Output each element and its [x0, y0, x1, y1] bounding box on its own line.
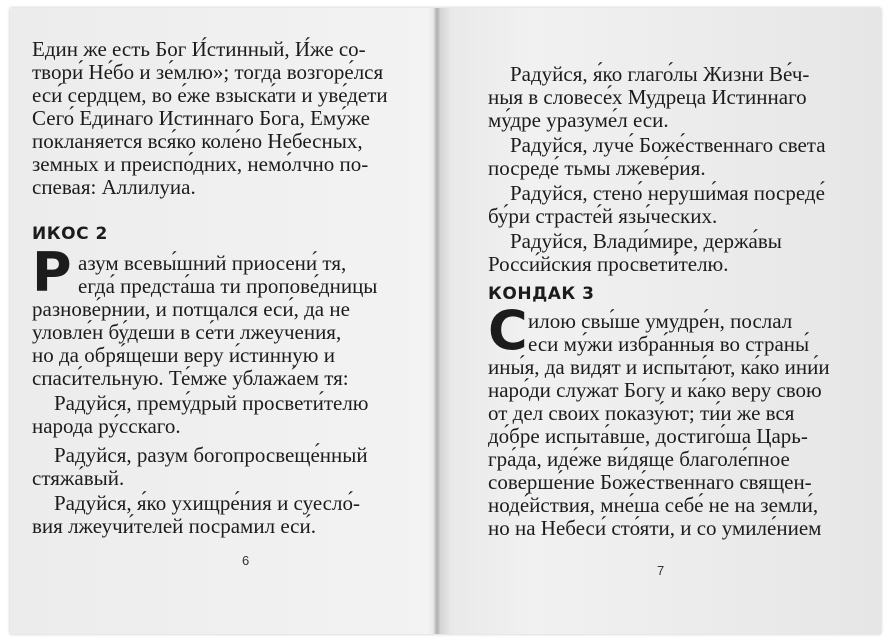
rejoice-paragraph: [488, 134, 861, 180]
page-number: 6: [242, 553, 250, 568]
book-spread: [10, 8, 881, 634]
text-line: посреде́ тьмы лжеве́рия.: [488, 156, 706, 180]
text-line: Радуйся, Влади́мире, держа́вы: [510, 229, 782, 253]
text-line: но да обря́щеши веру и́стинную и: [32, 343, 335, 367]
text-line: спаси́тельную. Те́мже ублажа́ем тя:: [32, 366, 349, 390]
text-line: Радуйся, разум богопросвеще́нный: [54, 443, 368, 467]
text-line: азум всевы́шний приосени́ тя,: [78, 251, 347, 275]
rejoice-paragraph: [32, 444, 415, 490]
text-line: гра́да, иде́же ви́дяще благоле́пное: [488, 447, 790, 471]
left-page: [10, 8, 435, 634]
text-line: земных и преиспо́дних, немо́лчно по-: [32, 152, 369, 176]
text-line: от дел своих показу́ют; ти́и же вся: [488, 401, 795, 425]
rejoice-paragraph: [32, 392, 415, 438]
right-page: [438, 8, 881, 634]
text-line: еси му́жи избра́нныя во страны́: [528, 332, 810, 356]
text-line: Радуйся, я́ко глаго́лы Жизни Ве́ч-: [510, 62, 810, 86]
rejoice-paragraph: [488, 182, 861, 228]
page-number: 7: [657, 563, 665, 578]
text-line: народа ру́сскаго.: [32, 414, 181, 438]
text-line: вия лжеучи́телей посрамил еси́.: [32, 514, 316, 538]
text-line: Сего́ Единаго Истиннаго Бога, Ему́же: [32, 106, 370, 130]
text-line: илою свы́ше умудре́н, послал: [528, 309, 793, 333]
text-line: покланяется вся́ко коле́но Небесных,: [32, 129, 363, 153]
kontakion-heading: КОНДАК 3: [488, 284, 595, 304]
text-line: бу́ри страсте́й язы́ческих.: [488, 204, 718, 228]
text-line: Радуйся, я́ко ухищре́ния и суесло́-: [54, 491, 360, 515]
text-line: уловле́н бу́деши в се́ти лжеучения,: [32, 320, 342, 344]
text-line: твори́ Не́бо и зе́млю»; тогда возгоре́лся: [32, 60, 384, 84]
text-line: Радуйся, стено́ неруши́мая посреде́: [510, 181, 825, 205]
ikos-paragraph: [32, 252, 415, 390]
text-line: наро́ди служат Богу и ка́ко веру свою: [488, 378, 822, 402]
text-line: но на Небеси́ сто́яти, и со умиле́нием: [488, 516, 822, 540]
text-line: егда́ предста́ша ти пропове́дницы: [78, 274, 378, 298]
text-line: спевая: Аллилуиа.: [32, 175, 196, 199]
text-line: стяжа́вый.: [32, 466, 125, 490]
rejoice-paragraph: [32, 492, 415, 538]
text-line: му́дре уразуме́л еси.: [488, 108, 669, 132]
rejoice-paragraph: [488, 230, 861, 276]
text-line: до́бре испыта́вше, достиго́ша Царь-: [488, 424, 808, 448]
text-line: ныя в словесе́х Мудреца Истиннаго: [488, 85, 807, 109]
text-line: Росси́йския просвети́телю.: [488, 252, 729, 276]
text-line: Един же есть Бог И́стинный, И́же со-: [32, 37, 366, 61]
kontakion-paragraph: [488, 310, 861, 540]
text-line: разнове́рнии, и потщался еси́, да не: [32, 297, 350, 321]
text-line: Радуйся, прему́дрый просвети́телю: [54, 391, 369, 415]
drop-cap-letter: Р: [32, 241, 72, 304]
rejoice-paragraph: [488, 63, 861, 132]
ikos-heading: ИКОС 2: [32, 224, 108, 244]
text-line: еси́ сердцем, во е́же взыска́ти и уве́дети: [32, 83, 388, 107]
text-line: ины́я, да видят и испыта́ют, ка́ко ини́и: [488, 355, 830, 379]
text-line: ноде́йствия, мне́ша себе́ не на земли́,: [488, 493, 819, 517]
intro-paragraph: [32, 38, 415, 199]
drop-cap-letter: С: [488, 299, 528, 362]
text-line: Радуйся, луче́ Боже́ственнаго света: [510, 133, 826, 157]
text-line: соверше́ние Боже́ственнаго священ-: [488, 470, 812, 494]
